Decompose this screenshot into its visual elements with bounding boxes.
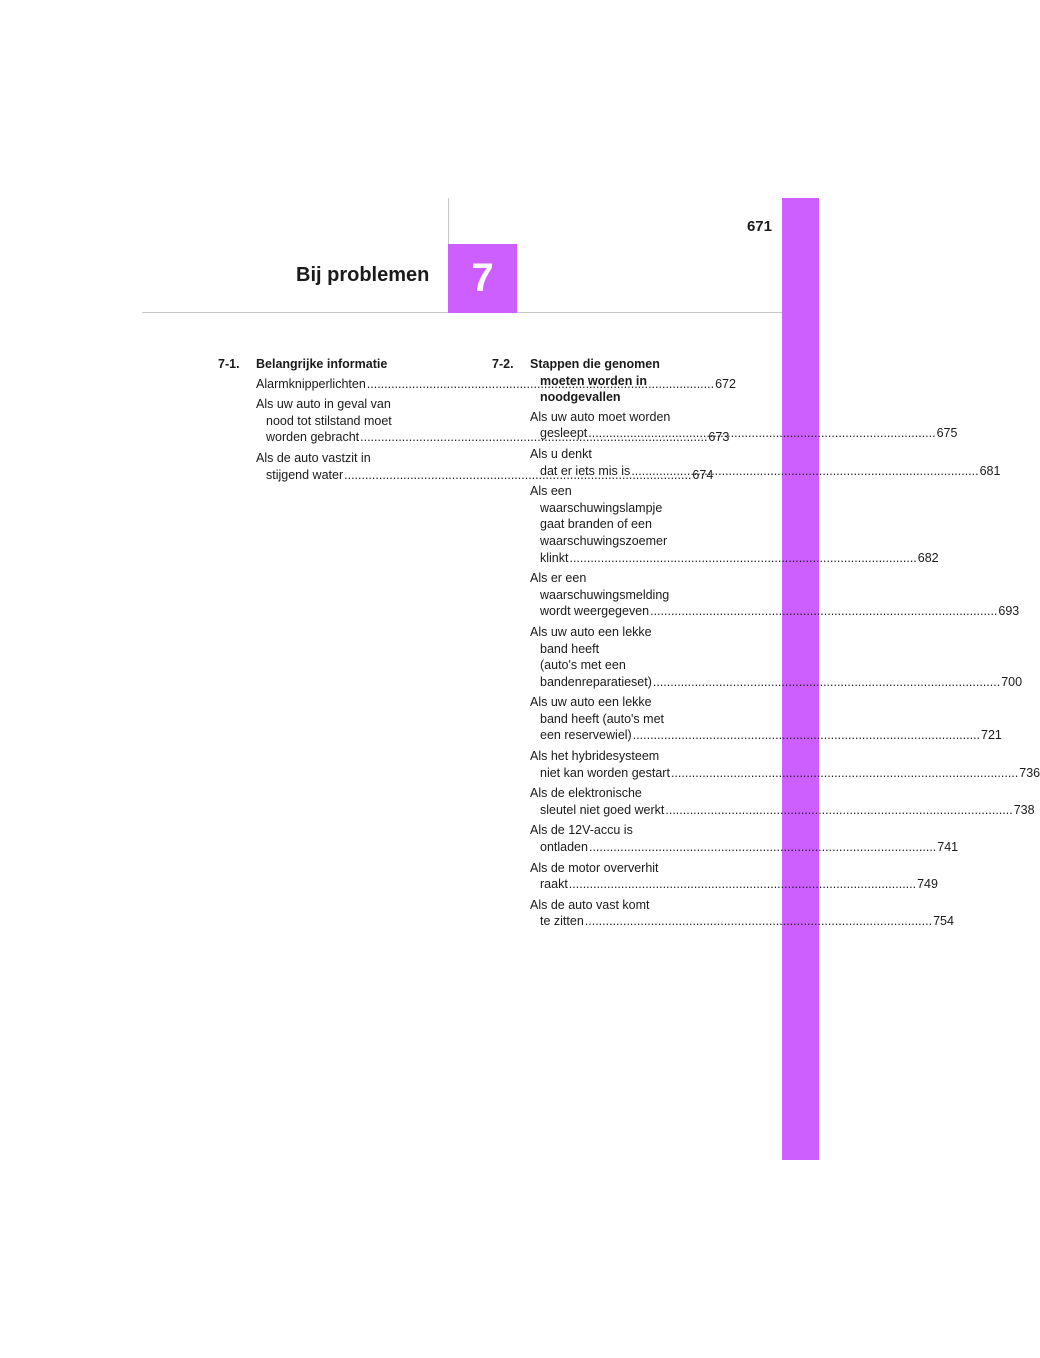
toc-entry-line: band heeft — [540, 641, 600, 656]
toc-page-number: 749 — [917, 877, 938, 892]
toc-entry-text: niet kan worden gestart — [540, 765, 670, 780]
toc-entry-line: Als er een — [530, 571, 587, 586]
toc-entry-line: waarschuwingsmelding — [540, 587, 670, 602]
section-heading — [492, 356, 739, 406]
toc-entry[interactable] — [530, 748, 1040, 781]
section-title-line: moeten worden in — [540, 373, 647, 388]
toc-page-number: 700 — [1001, 674, 1023, 689]
toc-entry-line: Als de elektronische — [530, 786, 642, 801]
chapter-title: Bij problemen — [296, 264, 430, 286]
toc-page-number: 741 — [937, 840, 959, 855]
toc-entry-text: raakt — [540, 877, 568, 892]
toc-entry-line — [530, 463, 1001, 480]
section-title — [256, 356, 466, 373]
toc-entry[interactable] — [530, 446, 1001, 479]
toc-page-number: 673 — [708, 430, 730, 445]
dot-leader — [631, 464, 978, 478]
toc-entry-line: waarschuwingszoemer — [540, 533, 668, 548]
toc-entry-line: Als uw auto in geval van — [256, 397, 391, 412]
toc-entry-line: Als een — [530, 484, 572, 499]
toc-entry-text: Alarmknipperlichten — [256, 376, 366, 391]
toc-entry-line: Als de auto vastzit in — [256, 450, 371, 465]
toc-entry-line: Als de 12V-accu is — [530, 823, 633, 838]
toc-entry-line — [530, 603, 1020, 620]
dot-leader — [589, 840, 936, 854]
toc-entry[interactable] — [530, 897, 954, 930]
toc-section-7-2 — [492, 356, 1040, 934]
dot-leader — [650, 604, 997, 618]
toc-entry-line: (auto's met een — [540, 658, 626, 673]
toc-page-number: 674 — [692, 467, 714, 482]
section-title-line: noodgevallen — [540, 390, 621, 405]
toc-entry-line: Als u denkt — [530, 446, 592, 461]
toc-entry[interactable] — [530, 860, 938, 893]
toc-entry-line — [530, 876, 938, 893]
toc-entry-text: wordt weergegeven — [540, 604, 650, 619]
toc-entry[interactable] — [530, 409, 958, 445]
page-number: 671 — [746, 218, 772, 235]
toc-page-number: 721 — [981, 728, 1002, 743]
section-title-line: Stappen die genomen — [530, 357, 660, 371]
dot-leader — [585, 914, 932, 928]
toc-entry-line: Als de auto vast komt — [530, 897, 650, 912]
section-number: 7-1. — [218, 357, 240, 371]
toc-entry-text: stijgend water — [266, 467, 344, 482]
toc-entry-line: Als uw auto een lekke — [530, 695, 652, 710]
section-title-line: Belangrijke informatie — [256, 357, 388, 371]
toc-entry-line — [530, 727, 1002, 744]
toc-page-number: 738 — [1013, 802, 1035, 817]
toc-page-number: 672 — [715, 376, 736, 391]
toc-page-number: 681 — [979, 463, 1001, 478]
toc-page-number: 675 — [936, 426, 958, 441]
toc-entry-line: nood tot stilstand moet — [266, 413, 392, 428]
dot-leader — [569, 551, 916, 565]
dot-leader — [671, 766, 1018, 780]
toc-entry-line — [530, 839, 959, 856]
toc-entry-line: gaat branden of een — [540, 517, 652, 532]
toc-page-number: 754 — [933, 914, 954, 929]
toc-entry-text: klinkt — [540, 550, 569, 565]
toc-entry[interactable] — [530, 785, 1035, 818]
toc-entry-line — [530, 550, 939, 567]
section-number: 7-2. — [492, 357, 514, 371]
toc-entry[interactable] — [530, 624, 1023, 690]
section-title — [530, 356, 739, 406]
toc-entry[interactable] — [530, 694, 1002, 744]
chapter-number-box — [448, 244, 517, 313]
toc-entry-text: sleutel niet goed werkt — [540, 802, 665, 817]
toc-page-number: 693 — [998, 604, 1020, 619]
toc-entry-text: een reservewiel) — [540, 728, 632, 743]
toc-entry-text: gesleept — [540, 426, 588, 441]
toc-entry-line — [530, 765, 1040, 782]
toc-entry-text: ontladen — [540, 840, 588, 855]
dot-leader — [569, 877, 916, 891]
toc-entry[interactable] — [530, 483, 939, 566]
toc-entries — [530, 409, 1040, 930]
toc-entry-line — [530, 674, 1023, 691]
header-vertical-rule — [448, 198, 449, 244]
chapter-number: 7 — [471, 256, 494, 300]
toc-entry-line — [530, 425, 958, 445]
toc-page-number: 682 — [917, 550, 939, 565]
toc-entry-line — [530, 913, 954, 930]
toc-entry-line: band heeft (auto's met — [540, 711, 664, 726]
toc-entry-line: Als uw auto een lekke — [530, 624, 652, 639]
dot-leader — [633, 728, 980, 742]
toc-entry-line: Als het hybridesysteem — [530, 749, 660, 764]
dot-leader — [588, 426, 935, 440]
toc-entry[interactable] — [530, 570, 1020, 620]
toc-entry-line — [530, 802, 1035, 819]
toc-entry-text: te zitten — [540, 914, 584, 929]
toc-page-number: 736 — [1019, 765, 1040, 780]
dot-leader — [665, 803, 1012, 817]
toc-entry-line: Als uw auto moet worden — [530, 409, 671, 424]
toc-entry[interactable] — [530, 822, 959, 855]
toc-entry-text: bandenreparatieset) — [540, 674, 652, 689]
toc-entry-text: worden gebracht — [266, 430, 360, 445]
dot-leader — [653, 675, 1000, 689]
toc-entry-line: waarschuwingslampje — [540, 500, 663, 515]
toc-entry-line: Als de motor oververhit — [530, 860, 659, 875]
section-heading — [218, 356, 466, 373]
toc-entry-text: dat er iets mis is — [540, 463, 631, 478]
